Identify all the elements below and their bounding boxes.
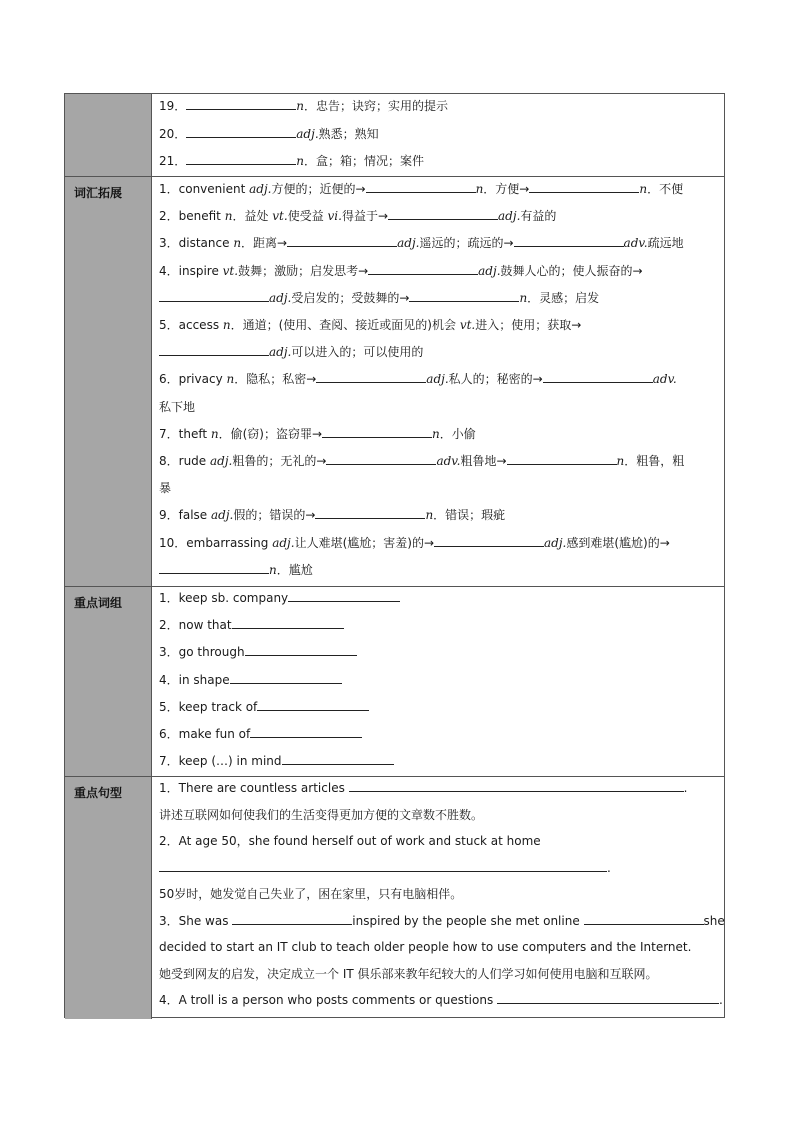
part-of-speech: adj. (269, 345, 292, 360)
line-text: ．灵感；启发 (527, 290, 600, 305)
line-text: 4．in shape (159, 672, 230, 687)
line-text: ．偷(窃)；盗窃罪→ (218, 426, 323, 441)
text-line (159, 753, 394, 769)
line-text: ．方便→ (483, 182, 530, 196)
part-of-speech: n (224, 209, 233, 224)
line-text: 7．keep (…) in mind (159, 754, 282, 769)
answer-blank[interactable] (287, 235, 397, 247)
part-of-speech: adj. (397, 236, 420, 251)
text-line (159, 371, 677, 387)
text-line (159, 590, 400, 606)
line-text: 1．keep sb. company (159, 591, 289, 605)
answer-blank[interactable] (186, 98, 296, 110)
text-line (159, 98, 448, 114)
text-line (159, 939, 691, 955)
text-line (159, 235, 684, 251)
line-text: ．错误；瑕疵 (433, 508, 506, 523)
part-of-speech: n (639, 182, 648, 196)
line-text: 10．embarrassing (159, 535, 273, 550)
answer-blank[interactable] (245, 644, 357, 656)
line-text: 3．go through (159, 645, 245, 660)
text-line (159, 780, 687, 796)
answer-blank[interactable] (543, 371, 653, 383)
line-text: 方便的；近便的→ (271, 182, 366, 196)
line-text: 1．convenient (159, 182, 250, 196)
answer-blank[interactable] (326, 453, 436, 465)
answer-blank[interactable] (497, 992, 719, 1004)
line-text: ．小偷 (439, 426, 476, 441)
line-text: 私人的；秘密的→ (448, 372, 543, 387)
line-text: 受启发的；受鼓舞的→ (291, 290, 410, 305)
part-of-speech: n (269, 562, 277, 577)
text-line (159, 886, 462, 902)
line-text: ．隐私；私密→ (234, 372, 317, 387)
text-line (159, 807, 483, 823)
line-text: 2．At age 50，she found herself out of work and stuck at home (159, 834, 541, 848)
part-of-speech: n (296, 99, 305, 113)
answer-blank[interactable] (288, 590, 400, 602)
line-text: 私下地 (159, 399, 196, 414)
answer-blank[interactable] (159, 344, 269, 356)
part-of-speech: adj. (211, 508, 234, 523)
answer-blank[interactable] (159, 562, 269, 574)
text-line (159, 344, 423, 360)
text-line (159, 860, 611, 876)
part-of-speech: vt. (222, 263, 239, 278)
line-text: 假的；错误的→ (233, 508, 316, 523)
text-line (159, 480, 171, 496)
line-text: ．尴尬 (276, 562, 313, 577)
answer-blank[interactable] (366, 181, 476, 193)
part-of-speech: n (233, 236, 242, 251)
section-label: 词汇拓展 (65, 177, 152, 586)
line-text: 9．false (159, 508, 211, 523)
line-text: 进入；使用；获取→ (475, 318, 582, 332)
line-text: 3．She was (159, 913, 233, 928)
part-of-speech: adv. (623, 236, 648, 251)
text-line (159, 263, 643, 279)
part-of-speech: n (475, 182, 484, 196)
answer-blank[interactable] (316, 371, 426, 383)
line-text: 感到难堪(尴尬)的→ (566, 535, 670, 550)
line-text: 有益的 (520, 209, 557, 224)
part-of-speech: adv. (436, 454, 461, 468)
text-line (159, 913, 725, 929)
part-of-speech: n (425, 508, 434, 523)
part-of-speech: adj. (478, 263, 501, 278)
line-text: 粗鲁地→ (460, 454, 507, 468)
text-line (159, 126, 379, 142)
answer-blank[interactable] (230, 672, 342, 684)
line-text: 2．benefit (159, 209, 225, 224)
line-text: 可以进入的；可以使用的 (291, 345, 424, 360)
answer-blank[interactable] (250, 726, 362, 738)
line-text: ．通道；(使用、查阅、接近或面见的)机会 (230, 318, 460, 332)
answer-blank[interactable] (159, 860, 607, 872)
line-text: 6．privacy (159, 372, 227, 387)
section-vocabulary-continued (65, 94, 724, 177)
line-text: 得益于→ (341, 209, 389, 224)
line-text: ．距离→ (241, 236, 288, 251)
section-label (65, 94, 152, 176)
line-text: ．忠告；诀窍；实用的提示 (304, 99, 449, 113)
section-label: 重点词组 (65, 587, 152, 776)
part-of-speech: adj. (426, 372, 449, 387)
line-text: 熟悉；熟知 (318, 126, 379, 141)
text-line (159, 153, 424, 169)
line-text: 8．rude (159, 454, 210, 468)
line-text: 鼓舞人心的；使人振奋的→ (500, 263, 643, 278)
line-text: ．不便 (647, 182, 684, 196)
line-text: 2．now that (159, 618, 232, 633)
line-text: ．盒；箱；情况；案件 (304, 154, 425, 168)
text-line (159, 317, 581, 333)
line-text: 讲述互联网如何使我们的生活变得更加方便的文章数不胜数。 (159, 807, 484, 822)
line-text: 遥远的；疏远的→ (419, 236, 514, 251)
line-text: 4．inspire (159, 263, 223, 278)
part-of-speech: adv. (652, 372, 677, 387)
answer-blank[interactable] (507, 453, 617, 465)
part-of-speech: n (519, 290, 528, 305)
line-text: 使受益 (287, 209, 328, 224)
answer-blank[interactable] (186, 126, 296, 138)
answer-blank[interactable] (322, 426, 432, 438)
text-line (159, 208, 556, 224)
line-text: 粗鲁的；无礼的→ (232, 454, 327, 468)
part-of-speech: n (210, 426, 219, 441)
section-key-phrases (65, 587, 724, 777)
line-text: ．益处 (232, 209, 273, 224)
line-text: she (703, 913, 725, 928)
line-text: 4．A troll is a person who posts comments or questions (159, 993, 498, 1007)
text-line (159, 966, 658, 982)
text-line (159, 992, 723, 1008)
line-text: 她受到网友的启发，决定成立一个 IT 俱乐部来教年纪较大的人们学习如何使用电脑和互联网。 (159, 966, 658, 981)
line-text: 暴 (159, 481, 172, 496)
answer-blank[interactable] (388, 208, 498, 220)
answer-blank[interactable] (349, 780, 684, 792)
part-of-speech: adj. (296, 126, 319, 141)
part-of-speech: n (616, 454, 625, 468)
answer-blank[interactable] (368, 263, 478, 275)
line-text: 让人难堪(尴尬；害羞)的→ (294, 535, 434, 550)
text-line (159, 453, 684, 469)
answer-blank[interactable] (282, 753, 394, 765)
line-text: 5．keep track of (159, 699, 258, 714)
part-of-speech: n (296, 154, 305, 168)
part-of-speech: n (222, 318, 231, 332)
answer-blank[interactable] (232, 913, 352, 925)
answer-blank[interactable] (186, 153, 296, 165)
text-line (159, 562, 313, 578)
text-line (159, 290, 599, 306)
line-text: ．粗鲁，粗 (624, 454, 685, 468)
section-label: 重点句型 (65, 777, 152, 1019)
answer-blank[interactable] (232, 617, 344, 629)
line-text: decided to start an IT club to teach older people how to use computers and the Internet. (159, 940, 692, 954)
text-line (159, 181, 683, 197)
worksheet-table (64, 93, 725, 1018)
part-of-speech: vi. (327, 209, 342, 224)
text-line (159, 535, 670, 551)
line-text: 21． (159, 154, 187, 168)
answer-blank[interactable] (257, 699, 369, 711)
line-text: 50岁时，她发觉自己失业了，困在家里，只有电脑相伴。 (159, 887, 463, 901)
answer-blank[interactable] (584, 913, 704, 925)
text-line (159, 833, 541, 849)
answer-blank[interactable] (409, 290, 519, 302)
text-line (159, 426, 476, 442)
text-line (159, 726, 362, 742)
text-line (159, 617, 344, 633)
text-line (159, 507, 505, 523)
part-of-speech: adj. (249, 182, 272, 196)
part-of-speech: adj. (544, 535, 567, 550)
text-line (159, 399, 195, 415)
line-text: 5．access (159, 318, 223, 332)
line-text: 3．distance (159, 236, 234, 251)
answer-blank[interactable] (529, 181, 639, 193)
text-line (159, 699, 369, 715)
line-text: . (607, 860, 611, 875)
answer-blank[interactable] (159, 290, 269, 302)
answer-blank[interactable] (434, 535, 544, 547)
line-text: 7．theft (159, 426, 211, 441)
line-text: 1．There are countless articles (159, 781, 349, 795)
text-line (159, 672, 342, 688)
line-text: inspired by the people she met online (352, 913, 584, 928)
line-text: . (683, 781, 688, 795)
line-text: . (719, 993, 723, 1007)
part-of-speech: vt. (459, 318, 476, 332)
part-of-speech: vt. (272, 209, 288, 224)
part-of-speech: adj. (498, 209, 521, 224)
answer-blank[interactable] (315, 507, 425, 519)
part-of-speech: n (226, 372, 235, 387)
part-of-speech: adj. (210, 454, 233, 468)
section-key-sentences (65, 777, 724, 1019)
part-of-speech: n (432, 426, 440, 441)
line-text: 20． (159, 126, 187, 141)
part-of-speech: adj. (272, 535, 295, 550)
line-text: 疏远地 (647, 236, 684, 251)
line-text: 19． (159, 99, 187, 113)
part-of-speech: adj. (269, 290, 292, 305)
line-text: 鼓舞；激励；启发思考→ (238, 263, 369, 278)
text-line (159, 644, 357, 660)
section-vocabulary-expansion (65, 177, 724, 587)
answer-blank[interactable] (514, 235, 624, 247)
line-text: 6．make fun of (159, 727, 251, 741)
